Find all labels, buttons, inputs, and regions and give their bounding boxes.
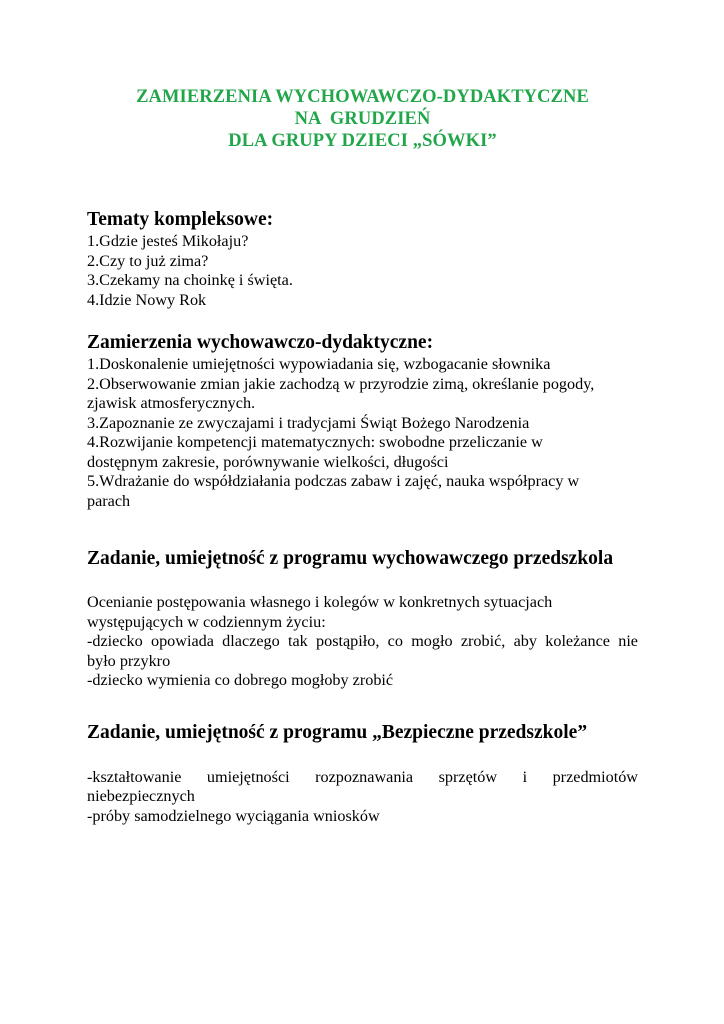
list-item: zjawisk atmosferycznych.: [87, 394, 256, 412]
list-item: 4.Idzie Nowy Rok: [87, 290, 207, 309]
list-item: 2.Czy to już zima?: [87, 251, 209, 270]
body-line: -kształtowanie umiejętności rozpoznawania sprzętów i przedmiotów: [87, 767, 638, 786]
body-line: Ocenianie postępowania własnego i kolegów w konkretnych sytuacjach: [87, 593, 553, 611]
tematy-heading: Tematy kompleksowe:: [87, 209, 274, 230]
title-line-2: NA GRUDZIEŃ: [294, 109, 431, 129]
zamierzenia-heading: Zamierzenia wychowawczo-dydaktyczne:: [87, 332, 434, 353]
zamierzenia-list: [87, 355, 638, 511]
list-item: 1.Gdzie jesteś Mikołaju?: [87, 232, 249, 250]
list-item: 2.Obserwowanie zmian jakie zachodzą w przyrodzie zimą, określanie pogody,: [87, 374, 595, 393]
zadanie-bezpieczne-body: [87, 768, 638, 827]
list-item: 1.Doskonalenie umiejętności wypowiadania się, wzbogacanie słownika: [87, 355, 551, 373]
body-line: było przykro: [87, 651, 171, 670]
title-line-3: DLA GRUPY DZIECI „SÓWKI”: [228, 131, 497, 151]
body-line: -dziecko opowiada dlaczego tak postąpiło, co mogło zrobić, aby koleżance nie: [87, 632, 638, 650]
list-item: dostępnym zakresie, porównywanie wielkości, długości: [87, 452, 449, 471]
zadanie-wychowawczy-heading: Zadanie, umiejętność z programu wychowawczego przedszkola: [87, 548, 614, 569]
body-line: -próby samodzielnego wyciągania wniosków: [87, 806, 380, 825]
list-item: 3.Zapoznanie ze zwyczajami i tradycjami Świąt Bożego Narodzenia: [87, 413, 530, 432]
list-item: parach: [87, 491, 131, 510]
title-line-1: ZAMIERZENIA WYCHOWAWCZO-DYDAKTYCZNE: [136, 87, 589, 107]
zadanie-wychowawczy-body: [87, 593, 638, 691]
tematy-list: [87, 232, 638, 310]
list-item: 5.Wdrażanie do współdziałania podczas zabaw i zajęć, nauka współpracy w: [87, 472, 580, 490]
list-item: 3.Czekamy na choinkę i święta.: [87, 271, 293, 289]
body-line: występujących w codziennym życiu:: [87, 612, 326, 631]
zadanie-bezpieczne-heading: Zadanie, umiejętność z programu „Bezpieczne przedszkole”: [87, 721, 588, 743]
list-item: 4.Rozwijanie kompetencji matematycznych: swobodne przeliczanie w: [87, 433, 543, 451]
body-line: -dziecko wymienia co dobrego mogłoby zrobić: [87, 671, 394, 689]
body-line: niebezpiecznych: [87, 787, 195, 805]
document-title: [87, 86, 638, 152]
